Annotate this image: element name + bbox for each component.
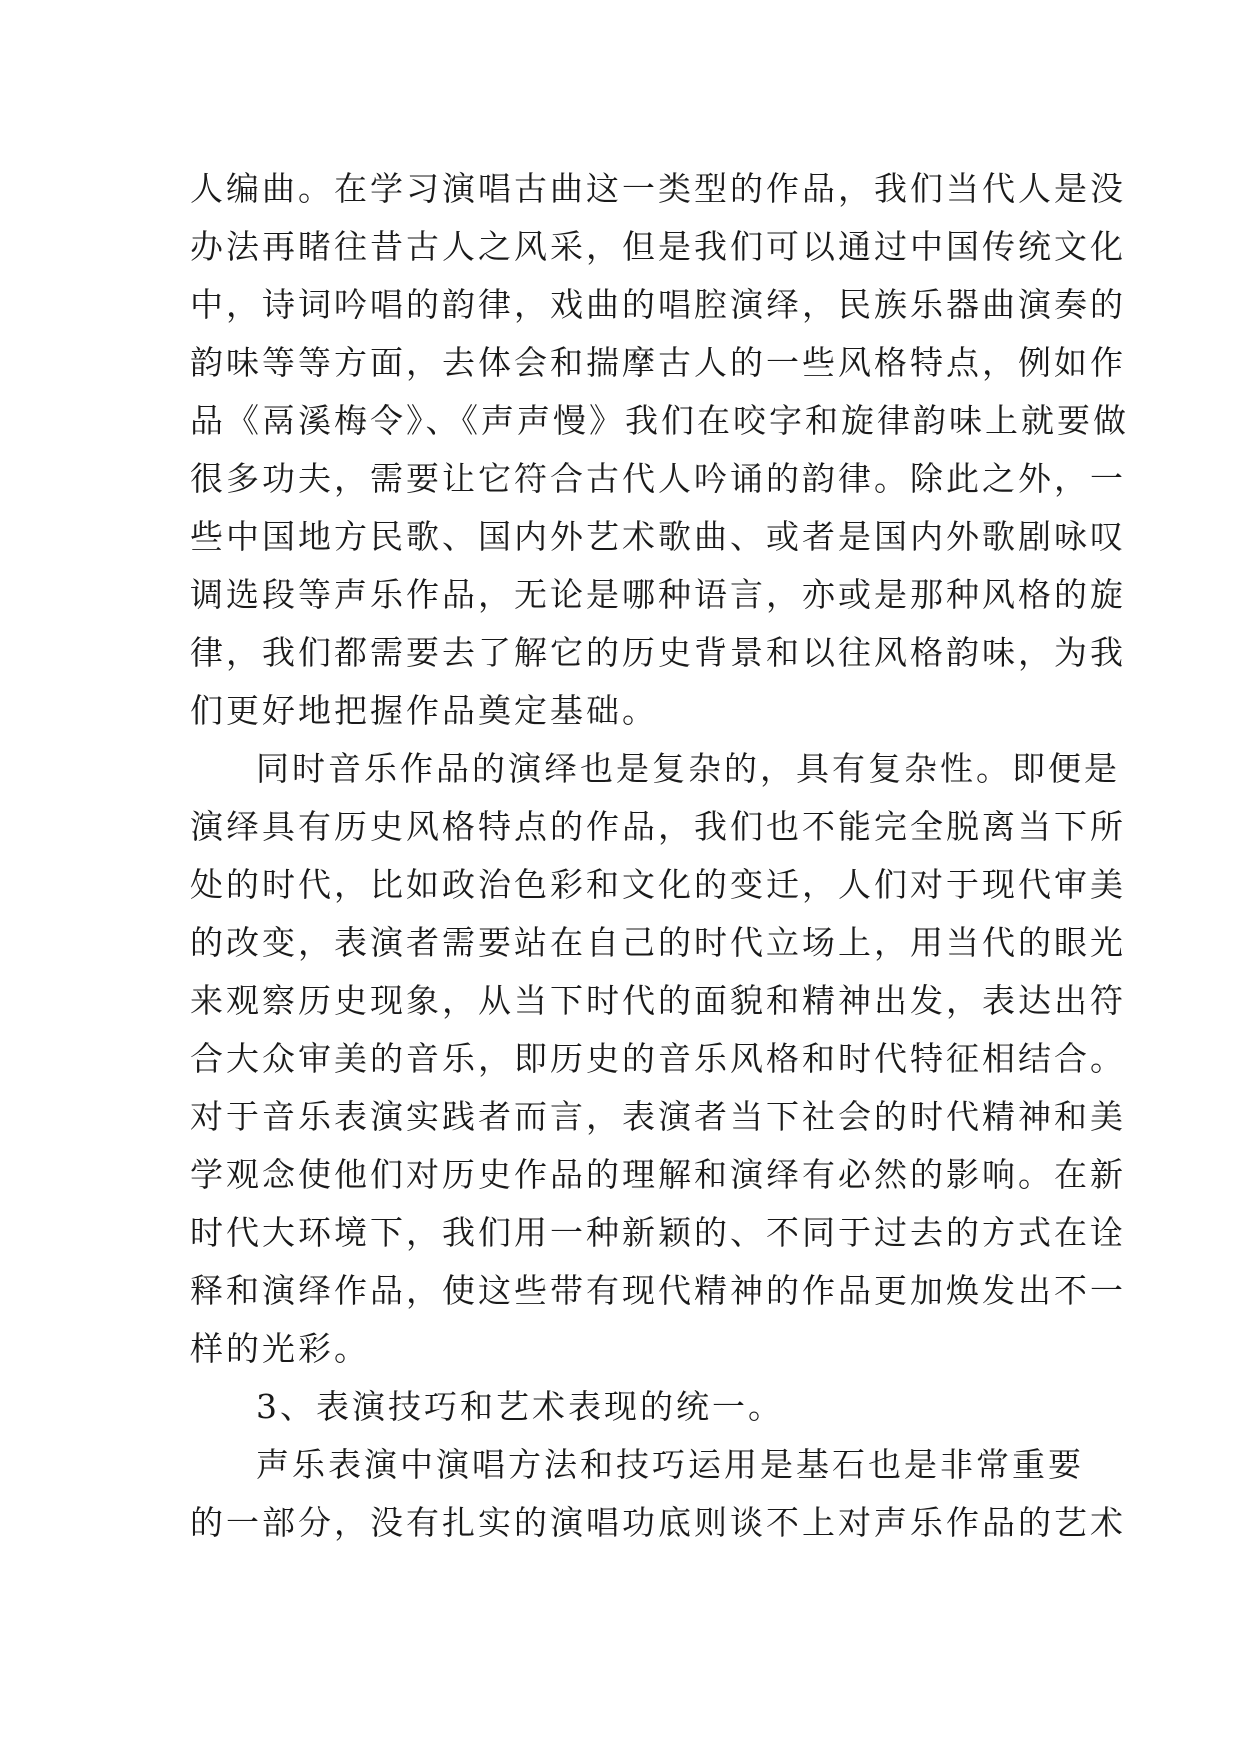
text-line: 处的时代，比如政治色彩和文化的变迁，人们对于现代审美 (190, 865, 1126, 904)
text-line: 的一部分，没有扎实的演唱功底则谈不上对声乐作品的艺术 (190, 1503, 1126, 1542)
section-heading: 3、表演技巧和艺术表现的统一。 (256, 1387, 784, 1426)
text-line: 来观察历史现象，从当下时代的面貌和精神出发，表达出符 (190, 981, 1126, 1020)
body-text (190, 160, 1129, 1552)
text-line: 品《鬲溪梅令》、《声声慢》我们在咬字和旋律韵味上就要做 (190, 401, 1129, 440)
text-line: 样的光彩。 (190, 1329, 370, 1368)
text-line: 很多功夫，需要让它符合古代人吟诵的韵律。除此之外，一 (190, 459, 1126, 498)
text-line: 学观念使他们对历史作品的理解和演绎有必然的影响。在新 (190, 1155, 1126, 1194)
text-line: 调选段等声乐作品，无论是哪种语言，亦或是那种风格的旋 (190, 575, 1126, 614)
text-line: 律，我们都需要去了解它的历史背景和以往风格韵味，为我 (190, 633, 1126, 672)
text-line: 释和演绎作品，使这些带有现代精神的作品更加焕发出不一 (190, 1271, 1126, 1310)
paragraph-start-line: 声乐表演中演唱方法和技巧运用是基石也是非常重要 (256, 1445, 1084, 1484)
text-line: 韵味等等方面，去体会和揣摩古人的一些风格特点，例如作 (190, 343, 1126, 382)
paragraph-start-line: 同时音乐作品的演绎也是复杂的，具有复杂性。即便是 (256, 749, 1120, 788)
text-line: 办法再睹往昔古人之风采，但是我们可以通过中国传统文化 (190, 227, 1126, 266)
text-line: 的改变，表演者需要站在自己的时代立场上，用当代的眼光 (190, 923, 1126, 962)
text-line: 时代大环境下，我们用一种新颖的、不同于过去的方式在诠 (190, 1213, 1126, 1252)
text-line: 演绎具有历史风格特点的作品，我们也不能完全脱离当下所 (190, 807, 1126, 846)
text-line: 人编曲。在学习演唱古曲这一类型的作品，我们当代人是没 (190, 169, 1126, 208)
text-line: 合大众审美的音乐，即历史的音乐风格和时代特征相结合。 (190, 1039, 1126, 1078)
text-line: 们更好地把握作品奠定基础。 (190, 691, 658, 730)
text-line: 中，诗词吟唱的韵律，戏曲的唱腔演绎，民族乐器曲演奏的 (190, 285, 1126, 324)
text-line: 对于音乐表演实践者而言，表演者当下社会的时代精神和美 (190, 1097, 1126, 1136)
text-line: 些中国地方民歌、国内外艺术歌曲、或者是国内外歌剧咏叹 (190, 517, 1126, 556)
